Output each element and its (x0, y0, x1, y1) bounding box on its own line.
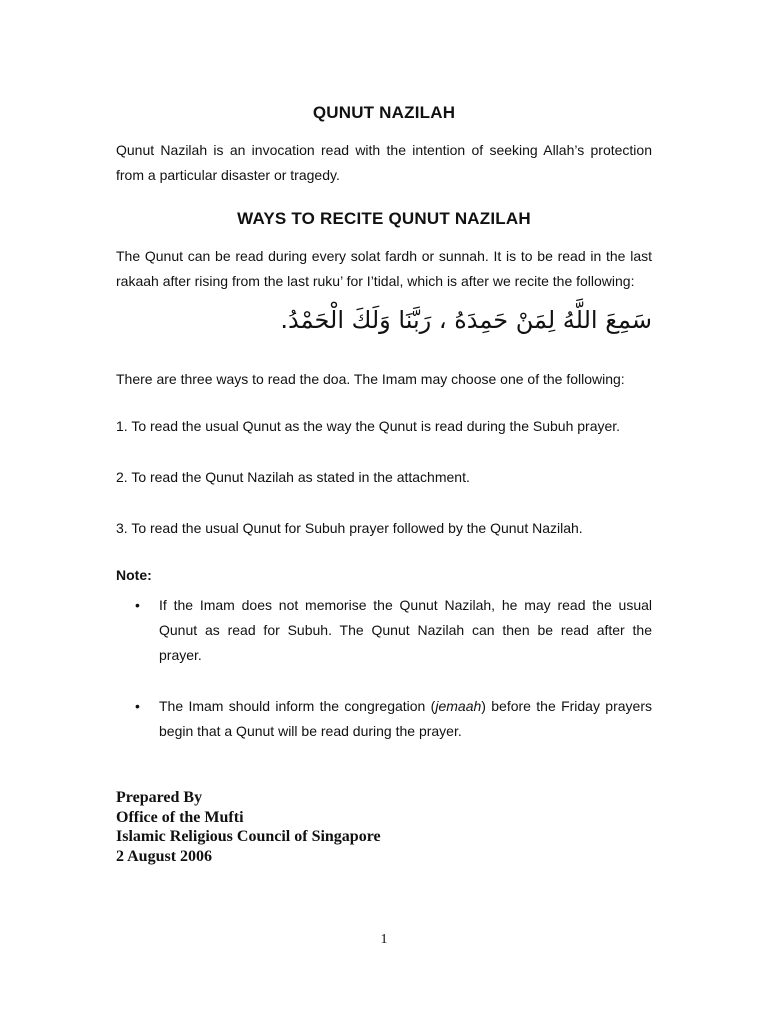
note-bullet-1-text (159, 593, 652, 668)
intro-line-1: Qunut Nazilah is an invocation read with the intention of seeking Allah’s protection (116, 142, 652, 158)
note-label: Note: (116, 567, 152, 583)
recite-paragraph (116, 244, 652, 294)
intro-paragraph (116, 138, 652, 188)
way-item-2: 2. To read the Qunut Nazilah as stated in the attachment. (116, 469, 470, 485)
prepared-by-block (116, 788, 381, 866)
note-bullet-1-line-3: prayer. (159, 647, 202, 663)
council-name: Islamic Religious Council of Singapore (116, 828, 381, 845)
note-bullet-2-line-1 (159, 694, 652, 719)
recite-line-2: rakaah after rising from the last ruku’ for I’tidal, which is after we recite the following: (116, 273, 635, 289)
way-item-1: 1. To read the usual Qunut as the way the Qunut is read during the Subuh prayer. (116, 418, 621, 434)
prepared-date: 2 August 2006 (116, 847, 213, 865)
bullet-dot-icon: • (135, 698, 140, 714)
bullet-dot-icon: • (135, 597, 140, 613)
arabic-recitation: سَمِعَ اللَّهُ لِمَنْ حَمِدَهُ ، رَبَّنَا وَلَكَ الْحَمْدُ. (280, 306, 652, 334)
section-heading: WAYS TO RECITE QUNUT NAZILAH (237, 209, 531, 228)
note-bullet-1-line-2: Qunut as read for Subuh. The Qunut Nazilah can then be read after the (159, 622, 652, 638)
prepared-by-label: Prepared By (116, 789, 203, 806)
jemaah-term: jemaah (435, 698, 482, 714)
way-item-3: 3. To read the usual Qunut for Subuh prayer followed by the Qunut Nazilah. (116, 520, 583, 536)
office-name: Office of the Mufti (116, 808, 244, 826)
page-number: 1 (380, 932, 388, 947)
document-title: QUNUT NAZILAH (312, 103, 456, 122)
note-bullet-2-text-after: ) before the Friday prayers (481, 698, 652, 714)
note-bullet-2-text (159, 694, 652, 744)
intro-line-2: from a particular disaster or tragedy. (116, 167, 340, 183)
note-bullet-1-line-1: If the Imam does not memorise the Qunut Nazilah, he may read the usual (159, 597, 652, 613)
note-bullet-2-text-before: The Imam should inform the congregation ( (159, 698, 436, 714)
note-bullet-2-line-2: begin that a Qunut will be read during the prayer. (159, 723, 462, 739)
ways-intro: There are three ways to read the doa. The Imam may choose one of the following: (116, 371, 625, 387)
recite-line-1: The Qunut can be read during every solat fardh or sunnah. It is to be read in the last (116, 248, 652, 264)
